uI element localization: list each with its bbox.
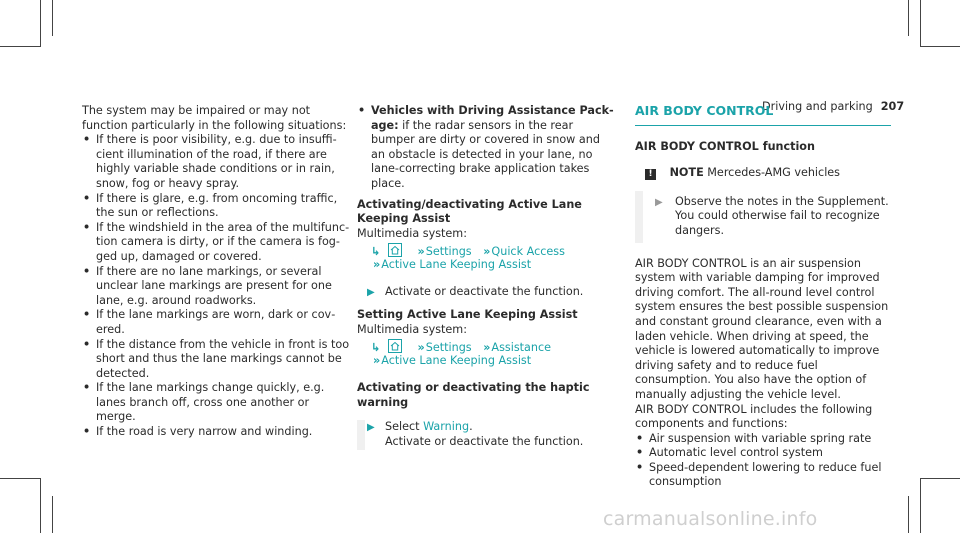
crop-mark [52,496,53,533]
list-item: • Speed-dependent lowering to reduce fuel consumption [636,460,882,489]
info-arrow-icon: ▶ [655,196,663,208]
crop-mark [908,0,909,36]
home-icon [388,243,402,257]
warning-icon: ! [645,169,656,180]
running-header-section: Driving and parking [762,100,873,113]
crop-mark [0,478,41,479]
section-heading: Activating or deactivating the haptic warning [357,381,590,409]
multimedia-label: Multimedia system: [357,226,467,240]
chevron-right-icon: ›› [483,245,489,259]
note-label: NOTE [669,166,704,180]
list-item: • If there is glare, e.g. from oncoming traffic, the sun or reflections. [83,191,338,220]
crop-mark [0,46,41,47]
list-item: • If the windshield in the area of the multifunction camera is dirty, or if the camera is fogged up, damaged or covered. [83,220,350,263]
menu-path [357,241,615,275]
list-item: • Air suspension with variable spring rate [636,431,872,445]
list-item: • If the distance from the vehicle in front is too short and thus the lane markings cannot be detected. [83,337,350,380]
info-bar [635,191,643,243]
list-item: • Automatic level control system [636,446,823,460]
instruction-step: ▶ Select Warning. Activate or deactivate the function. [357,420,615,449]
chevron-right-icon: ›› [373,354,379,368]
chevron-right-icon: ›› [417,245,423,259]
menu-link-alka[interactable]: Active Lane Keeping Assist [381,354,532,368]
menu-link-alka[interactable]: Active Lane Keeping Assist [381,258,532,272]
crop-mark [40,478,41,533]
chevron-right-icon: ›› [373,258,379,272]
column-right [635,104,891,490]
list-item: • If the lane markings are worn, dark or covered. [83,308,336,336]
step-arrow-icon: ▶ [367,287,375,299]
list-item: • If there are no lane markings, or several unclear lane markings are present for one lane, e.g. around roadworks. [83,264,332,307]
list-item: • Vehicles with Driving Assistance Package: if the radar sensors in the rear bumper are dirty or covered in snow and an obstacle is detected in your lane, no lane-correcting brake application takes place. [358,104,614,190]
multimedia-label: Multimedia system: [357,322,467,336]
instruction-step: ▶ Activate or deactivate the function. [357,285,615,300]
column-middle [357,104,615,450]
section-heading: Activating/deactivating Active Lane Keeping Assist [357,197,582,226]
body-paragraph: AIR BODY CONTROL includes the following components and functions: [635,402,873,431]
menu-link-settings[interactable]: Settings [425,245,472,259]
note-text: Mercedes-AMG vehicles [707,166,841,180]
step-arrow-icon: ▶ [367,422,375,434]
menu-link-warning[interactable]: Warning [423,420,470,434]
body-paragraph: AIR BODY CONTROL is an air suspension system with variable damping for improved driving comfort. The all-round level control system ensures the best possible suspension and constant ground clearance, even with a laden vehicle. When driving at speed, the vehicle is lowered automatically to improve driving safety and to reduce fuel consumption. You also have the option of manually adjusting the vehicle level. [635,256,889,401]
list-item: • If the road is very narrow and winding. [83,425,313,439]
menu-link-assistance[interactable]: Assistance [491,341,552,355]
step-bar [357,420,365,449]
list-item: • If the lane markings change quickly, e.g. lanes branch off, cross one another or merge. [83,381,325,424]
column-left [82,104,352,440]
chevron-right-icon: ›› [483,341,489,355]
watermark: carmanualsonline.info [603,508,818,530]
menu-path [357,337,615,371]
menu-path-arrow-icon: ↳ [371,341,381,355]
list-item: • If there is poor visibility, e.g. due to insufficient illumination of the road, if there are highly variable shade conditions or in rain, snow, fog or heavy spray. [83,133,337,190]
crop-mark [920,478,960,479]
crop-mark [920,46,960,47]
menu-path-arrow-icon: ↳ [371,245,381,259]
info-box: ▶ Observe the notes in the Supplement. You could otherwise fail to recognize dangers. [635,195,891,239]
home-icon [388,339,402,353]
page-number: 207 [880,100,905,113]
section-divider [635,125,891,126]
section-title: AIR BODY CONTROL [635,103,774,118]
section-heading: Setting Active Lane Keeping Assist [357,307,578,321]
note-box [635,166,891,181]
section-heading: AIR BODY CONTROL function [635,139,815,153]
menu-link-settings[interactable]: Settings [425,341,472,355]
crop-mark [908,496,909,533]
crop-mark [40,0,41,46]
crop-mark [52,0,53,36]
chevron-right-icon: ›› [417,341,423,355]
crop-mark [920,478,921,533]
intro-paragraph: The system may be impaired or may not function particularly in the following situations: [82,104,347,132]
menu-link-quick-access[interactable]: Quick Access [491,245,565,259]
crop-mark [920,0,921,46]
